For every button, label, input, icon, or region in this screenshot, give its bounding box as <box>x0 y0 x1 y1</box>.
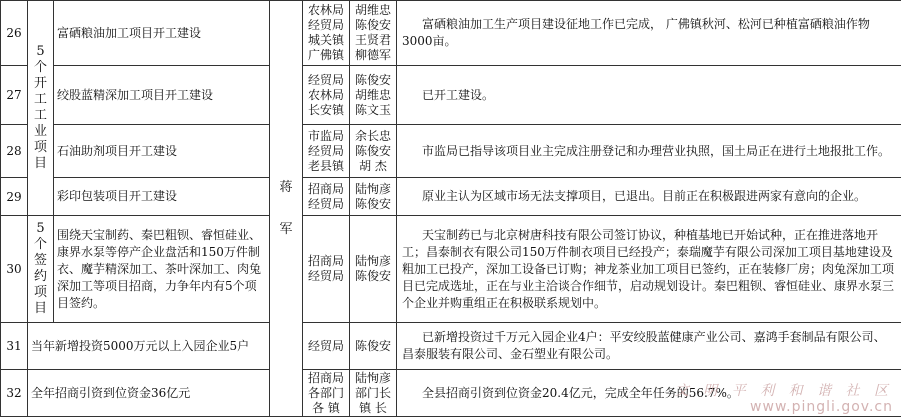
task-cell: 绞股蓝精深加工项目开工建设 <box>54 66 270 125</box>
progress-cell: 原业主认为区域市场无法支撑项目，已退出。目前正在积极跟进两家有意向的企业。 <box>397 178 901 216</box>
group-label-5-signed <box>28 216 54 323</box>
dept-cell: 招商局 经贸局 <box>303 178 350 216</box>
person-cell: 陆恂彦 部门长 镇 长 <box>350 370 397 417</box>
progress-cell: 富硒粮油加工生产项目建设征地工作已完成， 广佛镇秋河、松河已种植富硒粮油作物3000亩。 <box>397 1 901 66</box>
task-cell: 围绕天宝制药、秦巴粗钡、睿恒硅业、康界水泵等停产企业盘活和150万件制衣、魔芋精深加工、茶叶深加工、肉兔深加工等项目招商，力争年内有5个项目签约。 <box>54 216 270 323</box>
dept-cell: 招商局 各部门 各 镇 <box>303 370 350 417</box>
watermark-slogan: 文 明 平 利 和 谐 社 区 <box>674 383 893 399</box>
progress-cell: 全县招商引资到位资金20.4亿元，完成全年任务的56.7%。 <box>397 370 901 417</box>
progress-cell: 天宝制药已与北京树唐科技有限公司签订协议，种植基地已开始试种，正在推进落地开工；昌泰制衣有限公司150万件制衣项目已经投产；泰瑞魔芋有限公司深加工项目基地建设及粗加工已投产，深加工设备已订购；神龙茶业加工项目已签约，正在装修厂房；肉兔深加工项目已完成选址，正在与业主洽谈合作细节，启动规划设计。秦巴粗钡、睿恒硅业、康界水泵三个企业并购重组正在积极联系规划中。 <box>397 216 901 323</box>
table-row <box>1 1 901 66</box>
responsible-leader <box>270 1 303 417</box>
table-row <box>1 178 901 216</box>
dept-cell: 农林局 经贸局 城关镇 广佛镇 <box>303 1 350 66</box>
person-cell: 余长忠 陈俊安 胡 杰 <box>350 125 397 178</box>
person-cell: 陈俊安 <box>350 323 397 370</box>
table-row <box>1 125 901 178</box>
dept-cell: 经贸局 农林局 长安镇 <box>303 66 350 125</box>
task-cell: 石油助剂项目开工建设 <box>54 125 270 178</box>
group-label-text: 5个签约项目 <box>33 221 47 316</box>
table-row <box>1 323 901 370</box>
person-cell: 陈俊安 胡维忠 陈文玉 <box>350 66 397 125</box>
progress-cell: 已开工建设。 <box>397 66 901 125</box>
progress-cell: 已新增投资过千万元入园企业4户：平安绞股蓝健康产业公司、嘉鸿手套制品有限公司、昌泰服装有限公司、金石塑业有限公司。 <box>397 323 901 370</box>
group-label-text: 5个开工工业项目 <box>33 44 47 171</box>
row-number: 28 <box>1 125 28 178</box>
leader-name: 蒋 军 <box>279 179 293 237</box>
group-label-5-projects <box>28 1 54 216</box>
task-cell: 富硒粮油加工项目开工建设 <box>54 1 270 66</box>
site-watermark <box>675 383 893 415</box>
row-number: 27 <box>1 66 28 125</box>
task-cell: 彩印包装项目开工建设 <box>54 178 270 216</box>
progress-cell: 市监局已指导该项目业主完成注册登记和办理营业执照，国土局正在进行土地报批工作。 <box>397 125 901 178</box>
watermark-url: www.pingli.gov.cn <box>750 399 893 415</box>
task-cell: 全年招商引资到位资金36亿元 <box>28 370 270 417</box>
dept-cell: 招商局 经贸局 <box>303 216 350 323</box>
row-number: 32 <box>1 370 28 417</box>
person-cell: 胡维忠 陈俊安 王贤君 柳德军 <box>350 1 397 66</box>
dept-cell: 经贸局 <box>303 323 350 370</box>
person-cell: 陆恂彦 陈俊安 <box>350 216 397 323</box>
row-number: 30 <box>1 216 28 323</box>
row-number: 29 <box>1 178 28 216</box>
table-row <box>1 66 901 125</box>
row-number: 26 <box>1 1 28 66</box>
row-number: 31 <box>1 323 28 370</box>
task-cell: 当年新增投资5000万元以上入园企业5户 <box>28 323 270 370</box>
table-row <box>1 216 901 323</box>
person-cell: 陆恂彦 陈俊安 <box>350 178 397 216</box>
dept-cell: 市监局 经贸局 老县镇 <box>303 125 350 178</box>
